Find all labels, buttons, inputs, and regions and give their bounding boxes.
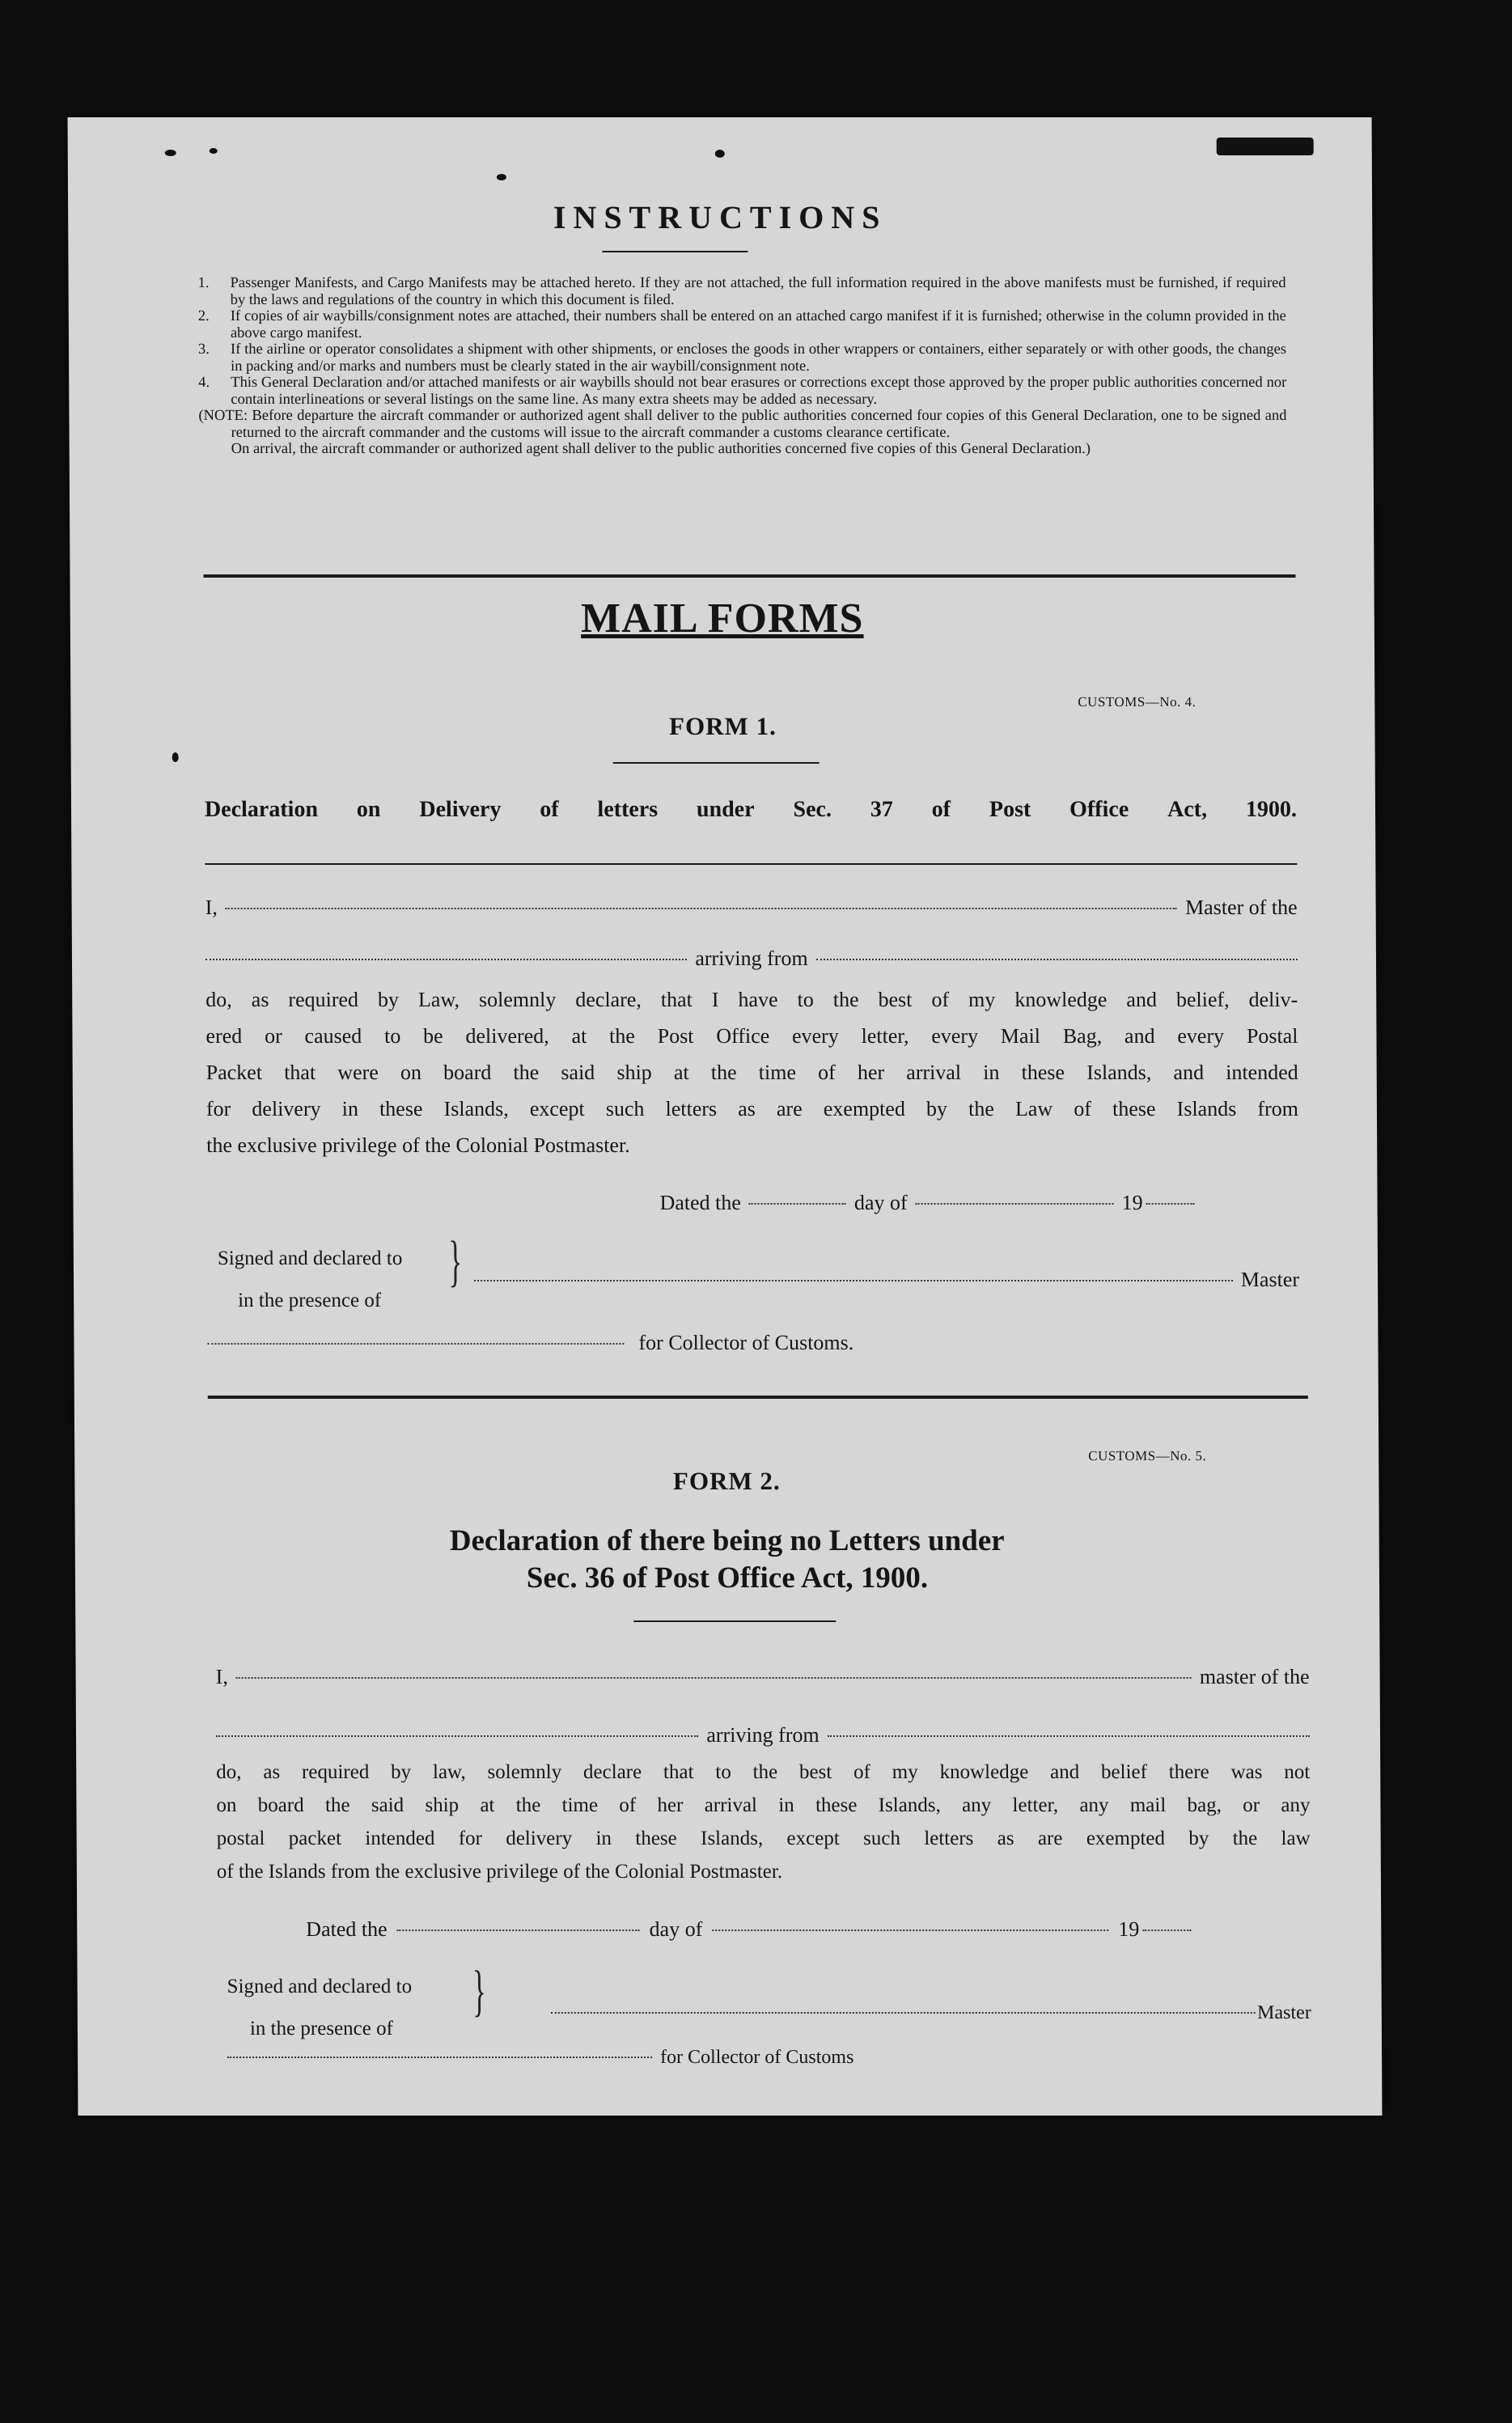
form2-customs-number: CUSTOMS—No. 5.: [1088, 1448, 1207, 1464]
form1-name-blank[interactable]: [226, 908, 1177, 909]
form1-year-blank[interactable]: [1146, 1203, 1195, 1205]
form2-collector-label: for Collector of Customs: [660, 2047, 854, 2068]
instruction-text: If copies of air waybills/consignment notes are attached, their numbers shall be entered on an attached cargo manifest if it is furnished; otherwise in the column provided in the above cargo manifest.: [230, 308, 1286, 341]
instruction-number: 2.: [197, 308, 210, 324]
heading-word: letters: [597, 797, 659, 822]
form2-signed-block: [227, 1966, 412, 2050]
form1-body-line: the exclusive privilege of the Colonial Postmaster.: [206, 1133, 630, 1157]
form2-ship-blank[interactable]: [216, 1735, 698, 1737]
form2-title: FORM 2.: [672, 1467, 781, 1495]
form2-month-blank[interactable]: [712, 1930, 1108, 1931]
form2-body-line: of the Islands from the exclusive privilege of the Colonial Postmaster.: [216, 1861, 783, 1883]
form1-collector-blank[interactable]: [207, 1343, 624, 1345]
form1-signed-block: [218, 1238, 403, 1322]
scan-speck: [172, 752, 179, 762]
form1-arriving-label: arriving from: [695, 947, 808, 970]
form2-brace: }: [472, 1960, 487, 2023]
form1-presence-label: in the presence of: [238, 1290, 382, 1311]
form1-declaration-heading: [205, 797, 1297, 823]
form1-year-label: 19: [1121, 1191, 1143, 1214]
document-page: [68, 117, 1383, 2116]
form1-body-line: ered or caused to be delivered, at the Post Office every letter, every Mail Bag, and every Postal: [205, 1024, 1298, 1048]
form2-heading-line: Declaration of there being no Letters under: [449, 1524, 1005, 1557]
instruction-text: This General Declaration and/or attached manifests or air waybills should not bear erasures or corrections except those approved by the proper public authorities concerned nor contain interlineations or several listings on the same line. As many extra sheets may be added as necessary.: [231, 375, 1287, 408]
form2-i-label: I,: [215, 1665, 228, 1688]
form2-name-blank[interactable]: [236, 1677, 1192, 1679]
form2-master-label: Master: [1257, 2002, 1311, 2023]
form1-body-line: Packet that were on board the said ship at the time of her arrival in these Islands, and intended: [205, 1061, 1298, 1084]
instruction-text: If the airline or operator consolidates a shipment with other shipments, or encloses the goods in other wrappers or containers, either separately or with other goods, the changes in packing and/or marks and numbers must be clearly stated in the air waybill/consignment note.: [230, 341, 1287, 375]
form2-dated-row: [306, 1917, 1311, 1942]
heading-word: Sec.: [793, 797, 832, 822]
form1-day-blank[interactable]: [749, 1203, 846, 1205]
form1-customs-number: CUSTOMS—No. 4.: [1078, 694, 1196, 710]
scan-speck: [715, 150, 725, 158]
form2-body-line: do, as required by law, solemnly declare that to the best of my knowledge and belief there was not: [216, 1761, 1311, 1783]
form2-declaration-heading: [75, 1523, 1379, 1597]
form1-title: FORM 1.: [669, 712, 777, 740]
form1-ship-row: [205, 947, 1298, 971]
form2-master-signature-blank[interactable]: [551, 2012, 1256, 2014]
form2-year-blank[interactable]: [1142, 1930, 1191, 1931]
form2-master-row: [551, 2002, 1311, 2024]
heading-word: 37: [870, 797, 893, 822]
instruction-item: [198, 308, 1286, 341]
form2-body: [216, 1756, 1311, 1888]
form1-master-label: Master: [1240, 1268, 1300, 1291]
heading-word: Post: [989, 797, 1031, 822]
instruction-item: [198, 341, 1286, 375]
heading-word: of: [931, 797, 951, 822]
form2-collector-blank[interactable]: [227, 2057, 652, 2058]
form1-body: [205, 981, 1298, 1163]
form1-i-label: I,: [205, 896, 218, 919]
form1-brace: }: [448, 1231, 463, 1293]
form1-master-signature-blank[interactable]: [474, 1280, 1233, 1281]
instructions-title: INSTRUCTIONS: [553, 199, 887, 235]
scan-speck: [497, 174, 506, 180]
form2-arriving-label: arriving from: [706, 1723, 820, 1747]
form2-day-blank[interactable]: [397, 1930, 640, 1931]
instructions-list: [198, 275, 1287, 458]
forms-divider: [208, 1396, 1308, 1399]
form1-collector-row: [207, 1331, 1016, 1355]
form1-signed-label: Signed and declared to: [217, 1248, 403, 1269]
form1-master-row: [474, 1268, 1299, 1292]
form1-month-blank[interactable]: [916, 1203, 1114, 1205]
heading-word: Declaration: [204, 797, 319, 822]
form1-title-rule: [613, 762, 820, 764]
scan-speck: [210, 148, 218, 154]
form1-collector-label: for Collector of Customs.: [638, 1331, 854, 1354]
form1-dated-row: [659, 1191, 1298, 1215]
heading-word: under: [696, 797, 755, 822]
scan-speck: [1217, 138, 1314, 155]
title-underline: [602, 251, 748, 252]
form2-name-row: [216, 1665, 1310, 1689]
form2-year-label: 19: [1118, 1917, 1140, 1941]
instructions-note: (NOTE: Before departure the aircraft commander or authorized agent shall deliver to the public authorities concerned four copies of this General Declaration, one to be signed and returned to the aircraft commander and the customs will issue to the aircraft commander a customs clearance certificate.: [198, 408, 1287, 441]
instruction-number: 3.: [197, 341, 210, 358]
form2-origin-blank[interactable]: [828, 1735, 1310, 1737]
form2-ship-row: [216, 1723, 1310, 1747]
form1-dated-label: Dated the: [659, 1191, 741, 1214]
instructions-note-arrival: On arrival, the aircraft commander or authorized agent shall deliver to the public authorities concerned five copies of this General Declaration.): [231, 441, 1091, 457]
form2-title-rule: [633, 1620, 836, 1622]
form1-heading-rule: [205, 863, 1297, 865]
form1-name-row: [205, 896, 1298, 920]
heading-word: of: [540, 797, 559, 822]
heading-word: 1900.: [1245, 797, 1298, 822]
form2-dated-label: Dated the: [306, 1917, 388, 1941]
section-divider: [203, 574, 1295, 578]
form1-master-of-label: Master of the: [1184, 896, 1298, 919]
form1-body-line: do, as required by Law, solemnly declare, that I have to the best of my knowledge and belief, deliv-: [205, 988, 1298, 1011]
heading-word: Delivery: [419, 797, 502, 822]
heading-word: Act,: [1167, 797, 1208, 822]
form2-heading-line: Sec. 36 of Post Office Act, 1900.: [526, 1561, 929, 1595]
instruction-item: [198, 275, 1286, 308]
form2-body-line: on board the said ship at the time of her arrival in these Islands, any letter, any mail bag, or any: [216, 1794, 1311, 1816]
instruction-item: [198, 375, 1286, 408]
form2-collector-row: [227, 2047, 1036, 2069]
form1-ship-blank[interactable]: [205, 959, 687, 960]
form2-master-of-label: master of the: [1199, 1665, 1310, 1688]
form2-day-of-label: day of: [649, 1917, 703, 1941]
mail-forms-heading: MAIL FORMS: [580, 595, 864, 642]
form2-body-line: postal packet intended for delivery in these Islands, except such letters as are exempted by the law: [216, 1828, 1311, 1849]
instruction-text: Passenger Manifests, and Cargo Manifests may be attached hereto. If they are not attached, the full information required in the above manifests must be furnished, if required by the laws and regulations of the country in which this document is filed.: [230, 275, 1286, 308]
form1-body-line: for delivery in these Islands, except such letters as are exempted by the Law of these Islands from: [205, 1097, 1299, 1120]
form1-day-of-label: day of: [853, 1191, 908, 1214]
scan-speck: [165, 150, 176, 156]
form1-origin-blank[interactable]: [816, 959, 1298, 960]
heading-word: Office: [1069, 797, 1129, 822]
form2-signed-label: Signed and declared to: [227, 1976, 413, 1997]
form2-presence-label: in the presence of: [249, 2018, 393, 2040]
instruction-number: 1.: [197, 275, 210, 291]
instruction-number: 4.: [198, 375, 210, 391]
heading-word: on: [356, 797, 381, 822]
